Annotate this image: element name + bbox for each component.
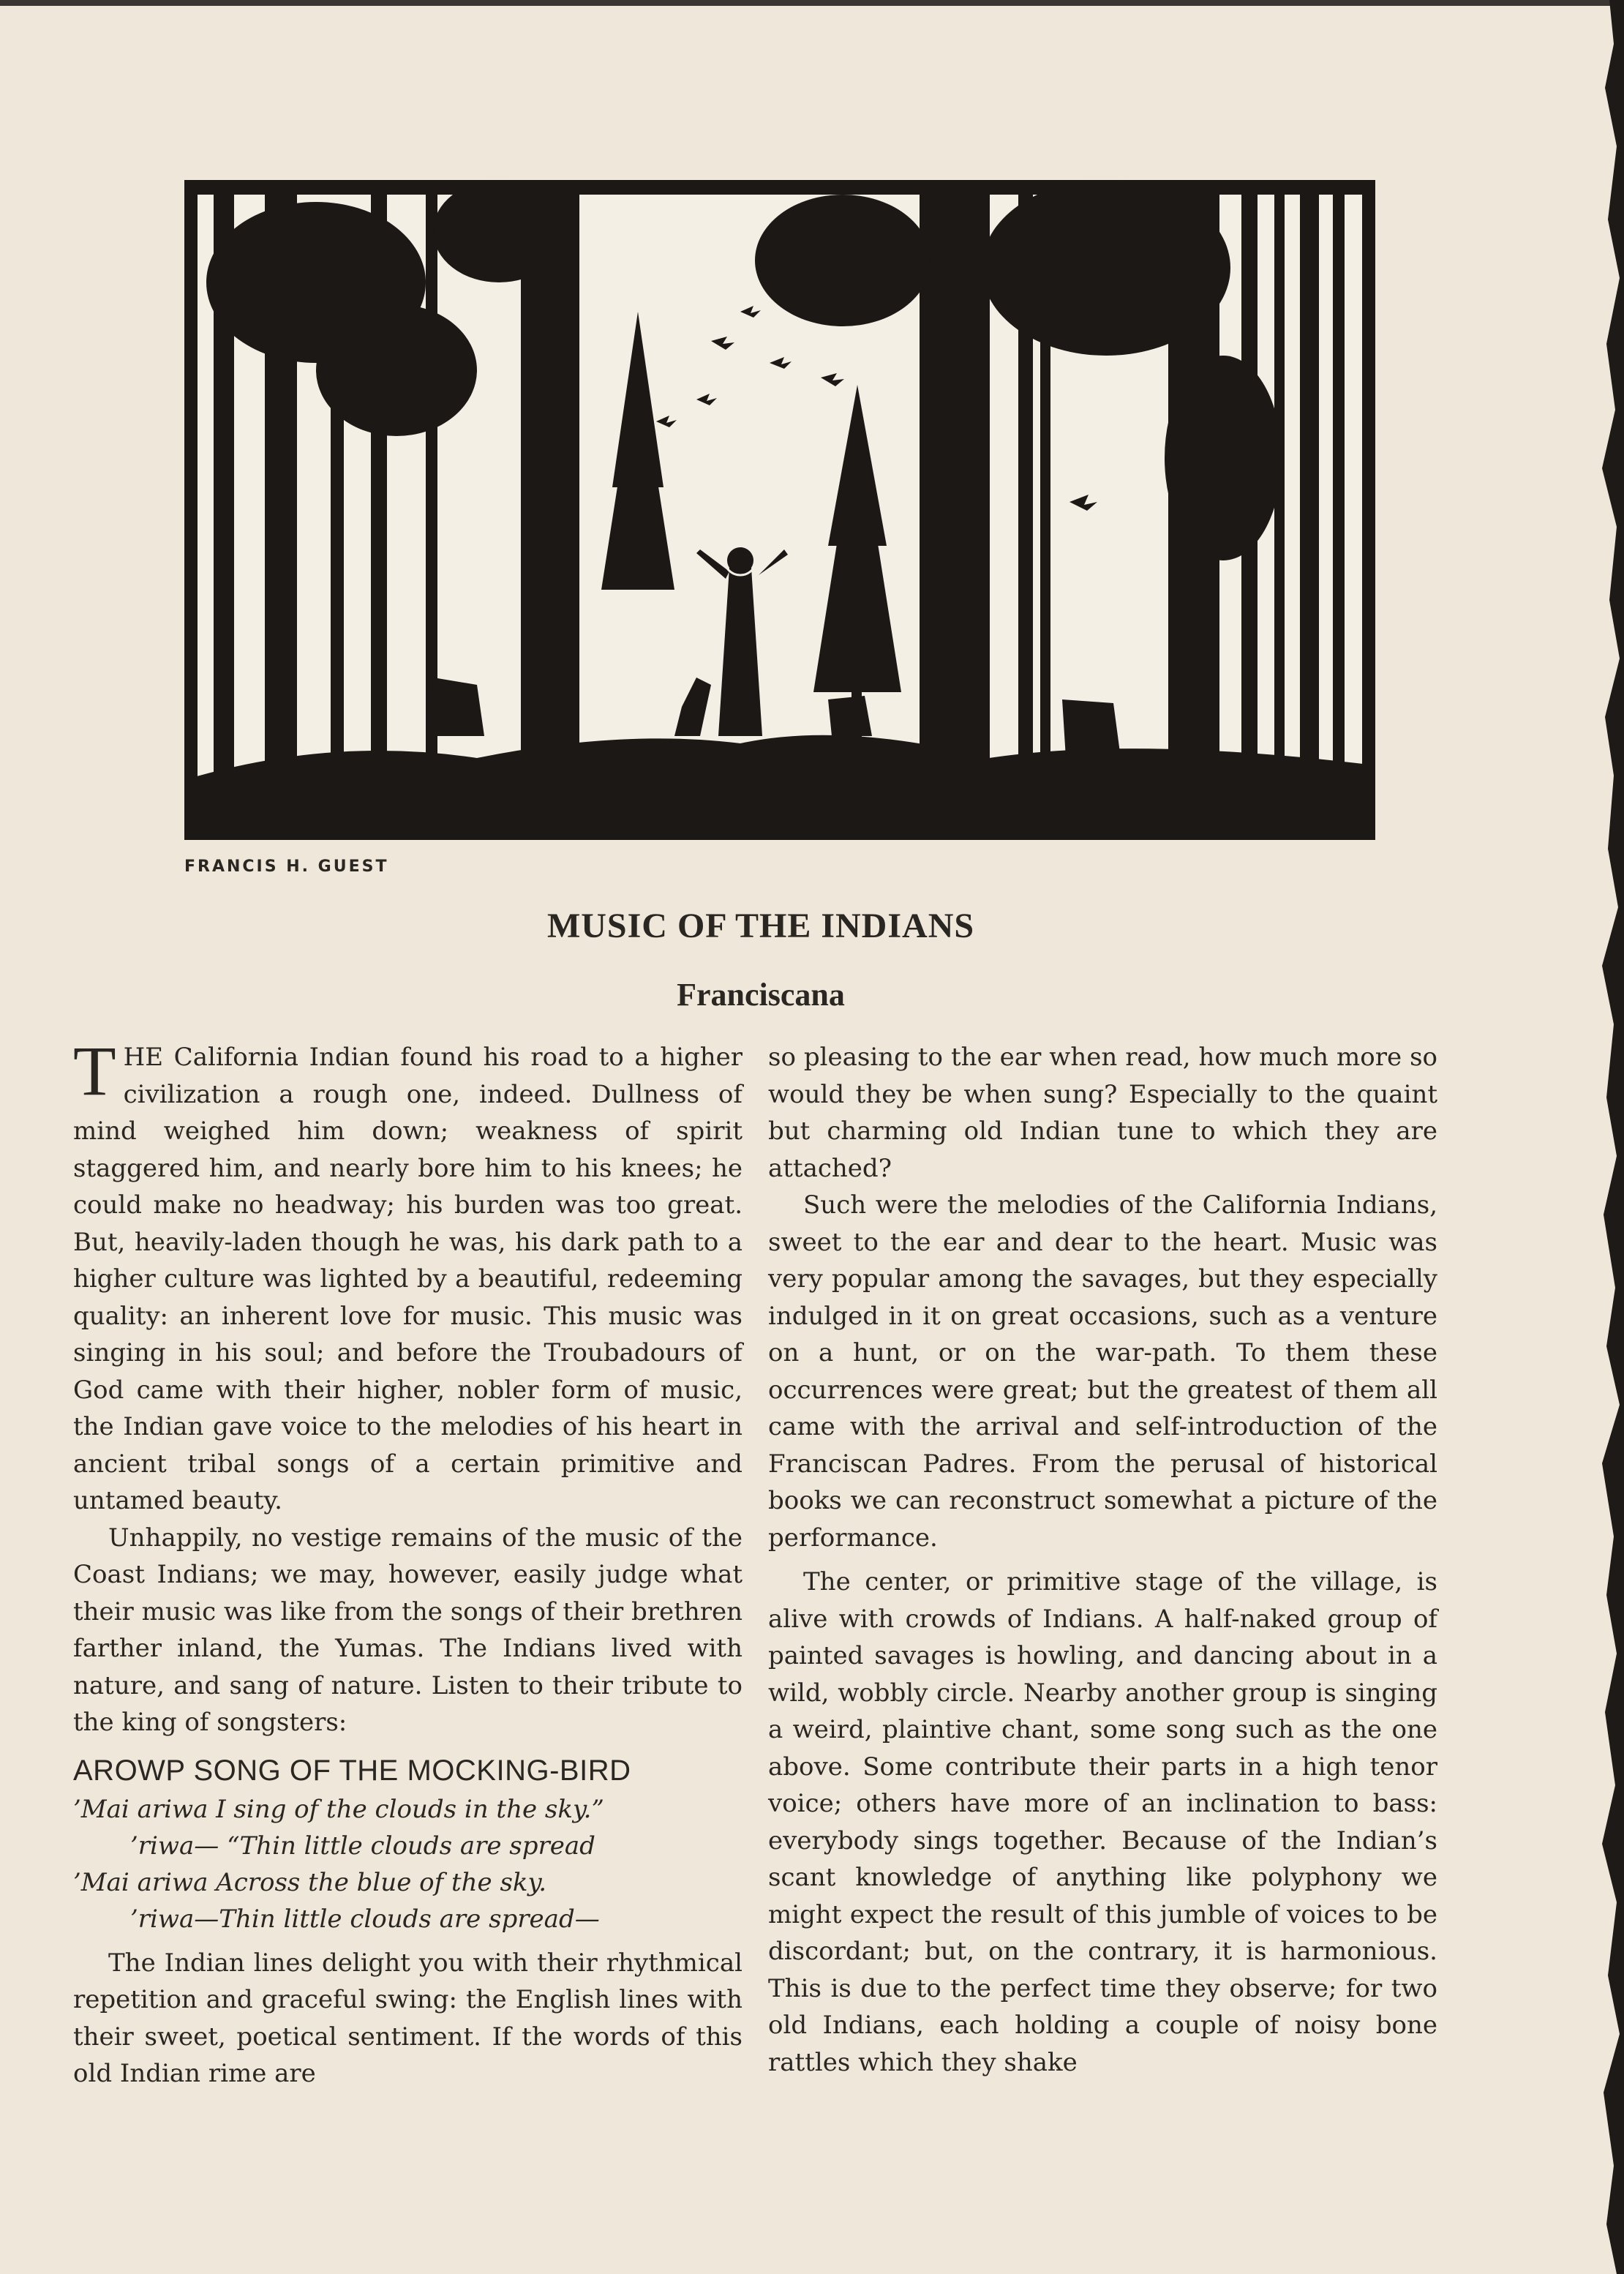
article-title: MUSIC OF THE INDIANS <box>546 907 975 945</box>
left-column <box>73 1032 743 2093</box>
song-line: ’Mai ariwa I sing of the clouds in the sky.” <box>73 1794 604 1824</box>
paragraph-text: HE California Indian found his road to a higher civilization a rough one, indeed. Dullness of mind weighed him down; weakness of spirit staggered him, and nearly bore him to his knees; he could make no headway; his burden was too great. But, heavily-laden though he was, his dark path to a higher culture was lighted by a beautiful, redeeming quality: an inherent love for music. This music was singing in his soul; and before the Troubadours of God came with their higher, nobler form of music, the Indian gave voice to the melodies of his heart in ancient tribal songs of a certain primitive and untamed beauty. <box>73 1043 743 1515</box>
song-line: ’riwa— “Thin little clouds are spread <box>130 1831 595 1861</box>
illustration-credit: FRANCIS H. GUEST <box>184 858 389 876</box>
right-column <box>768 1039 1437 2081</box>
paragraph: Unhappily, no vestige remains of the music of the Coast Indians; we may, however, easily judge what their music was like from the songs of their brethren farther inland, the Yumas. The Indians lived with nature, and sang of nature. Listen to their tribute to the king of songsters: <box>73 1523 743 1737</box>
song-title: AROWP SONG OF THE MOCKING-BIRD <box>73 1754 631 1787</box>
song-line: ’riwa—Thin little clouds are spread— <box>130 1904 600 1934</box>
forest-silhouette-illustration <box>184 180 1375 840</box>
paragraph: The center, or primitive stage of the village, is alive with crowds of Indians. A half-naked group of painted savages is howling, and dancing about in a wild, wobbly circle. Nearby another group is singing a weird, plaintive chant, some song such as the one above. Some contribute their parts in a high tenor voice; others have more of an inclination to bass: everybody sings together. Because of the Indian’s scant knowledge of anything like polyphony we might expect the result of this jumble of voices to be discordant; but, on the contrary, it is harmonious. This is due to the perfect time they observe; for two old Indians, each holding a couple of noisy bone rattles which they shake <box>768 1567 1437 2077</box>
song-line: ’Mai ariwa Across the blue of the sky. <box>73 1867 547 1897</box>
article-byline: Franciscana <box>677 977 845 1013</box>
paragraph: The Indian lines delight you with their rhythmical repetition and graceful swing: the English lines with their sweet, poetical sentiment. If the words of this old Indian rime are <box>73 1948 743 2088</box>
torn-page-edge <box>1544 0 1624 2274</box>
page-top-border <box>0 0 1624 6</box>
drop-cap: T <box>73 1032 116 1110</box>
paragraph <box>73 1032 743 1520</box>
paragraph: Such were the melodies of the California Indians, sweet to the ear and dear to the heart. Music was very popular among the savages, but they especially indulged in it on great occasions, such as a venture on a hunt, or on the war-path. To them these occurrences were great; but the greatest of them all came with the arrival and self-introduction of the Franciscan Padres. From the perusal of historical books we can reconstruct somewhat a picture of the performance. <box>768 1190 1437 1553</box>
paragraph: so pleasing to the ear when read, how much more so would they be when sung? Especially to the quaint but charming old Indian tune to which they are attached? <box>768 1043 1437 1183</box>
